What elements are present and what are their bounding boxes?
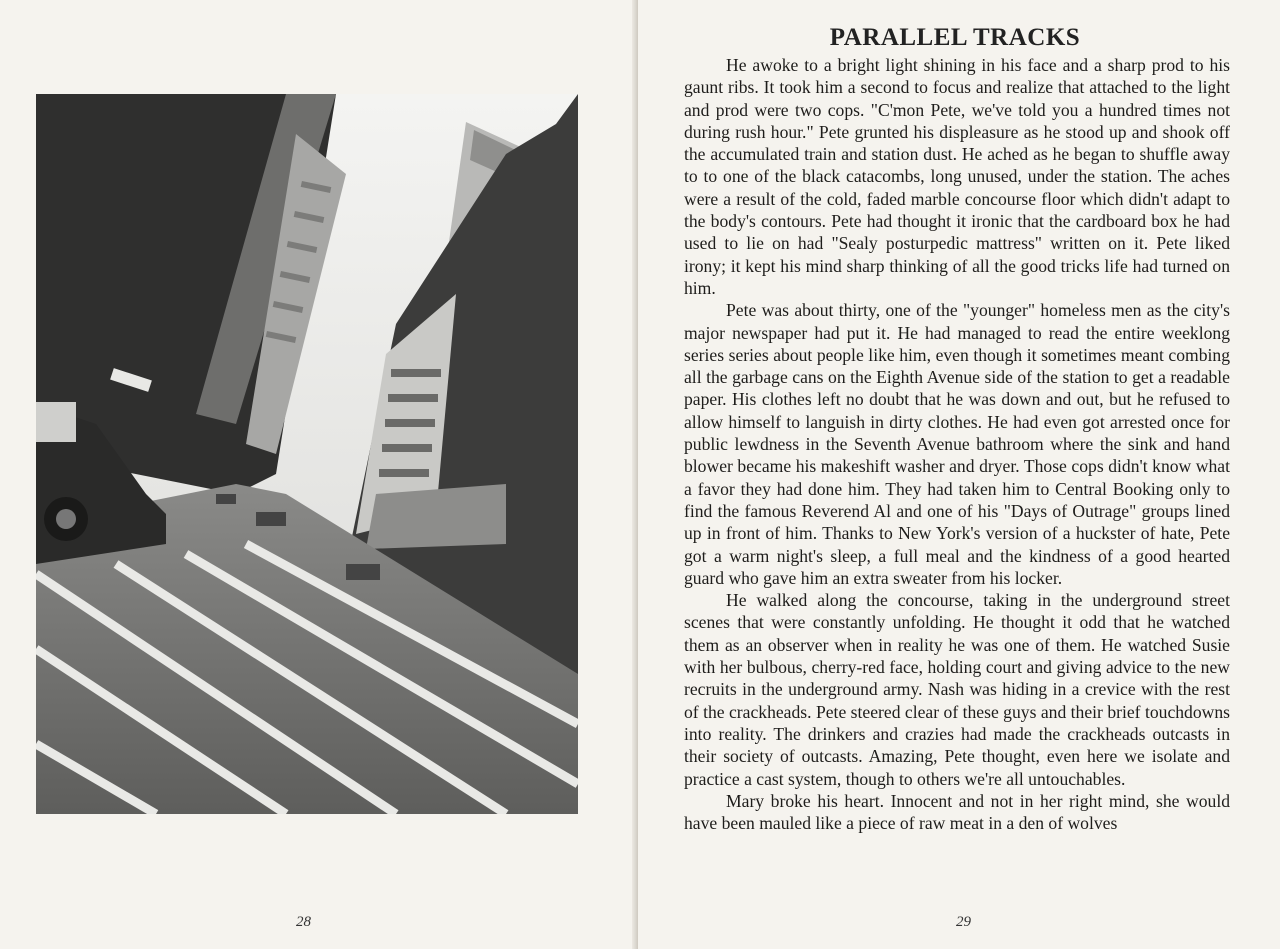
body-text	[684, 54, 1230, 834]
page-number: 28	[296, 914, 311, 930]
page-number: 29	[956, 914, 971, 930]
paragraph: Pete was about thirty, one of the "younger" homeless men as the city's major newspaper had put it. He had managed to read the entire weeklong series series about people like him, even though it sometimes meant combing all the garbage cans on the Eighth Avenue side of the station to get a readable paper. His clothes left no doubt that he was down and out, but he refused to allow himself to languish in dirty clothes. He had even got arrested once for public lewdness in the Seventh Avenue bathroom where the sink and hand blower became his makeshift washer and dryer. Those cops didn't know what a favor they had done him. They had taken him to Central Booking only to find the famous Reverend Al and one of his "Days of Outrage" groups lined up in front of him. Thanks to New York's version of a huckster of hate, Pete got a warm night's sleep, a full meal and the kindness of a good hearted guard who gave him an extra sweater from his locker.	[684, 300, 1230, 588]
street-photo	[36, 94, 578, 814]
right-page	[638, 0, 1280, 949]
paragraph: Mary broke his heart. Innocent and not in her right mind, she would have been mauled like a piece of raw meat in a den of wolves	[684, 790, 1230, 834]
chapter-title: PARALLEL TRACKS	[829, 24, 1081, 51]
city-street-photo-icon	[36, 94, 578, 814]
left-page	[0, 0, 636, 949]
paragraph: He awoke to a bright light shining in his face and a sharp prod to his gaunt ribs. It took him a second to focus and realize that attached to the light and prod were two cops. "C'mon Pete, we've told you a hundred times not during rush hour." Pete grunted his displeasure as he stood up and shook off the accumulated train and station dust. He ached as he began to shuffle away to to one of the black catacombs, long unused, under the station. The aches were a result of the cold, faded marble concourse floor which didn't adapt to the body's contours. Pete had thought it ironic that the cardboard box he had used to lie on had "Sealy posturpedic mattress" written on it. Pete liked irony; it kept his mind sharp thinking of all the good tricks life had turned on him.	[684, 55, 1230, 298]
paragraph: He walked along the concourse, taking in the underground street scenes that were constantly unfolding. He thought it odd that he watched them as an observer when in reality he was one of them. He watched Susie with her bulbous, cherry-red face, holding court and giving advice to the new recruits in the underground army. Nash was hiding in a crevice with the rest of the crackheads. Pete steered clear of these guys and their brief touchdowns into reality. The drinkers and crazies had made the crackheads outcasts in their society of outcasts. Amazing, Pete thought, even here we isolate and practice a cast system, though to others we're all untouchables.	[684, 590, 1230, 789]
